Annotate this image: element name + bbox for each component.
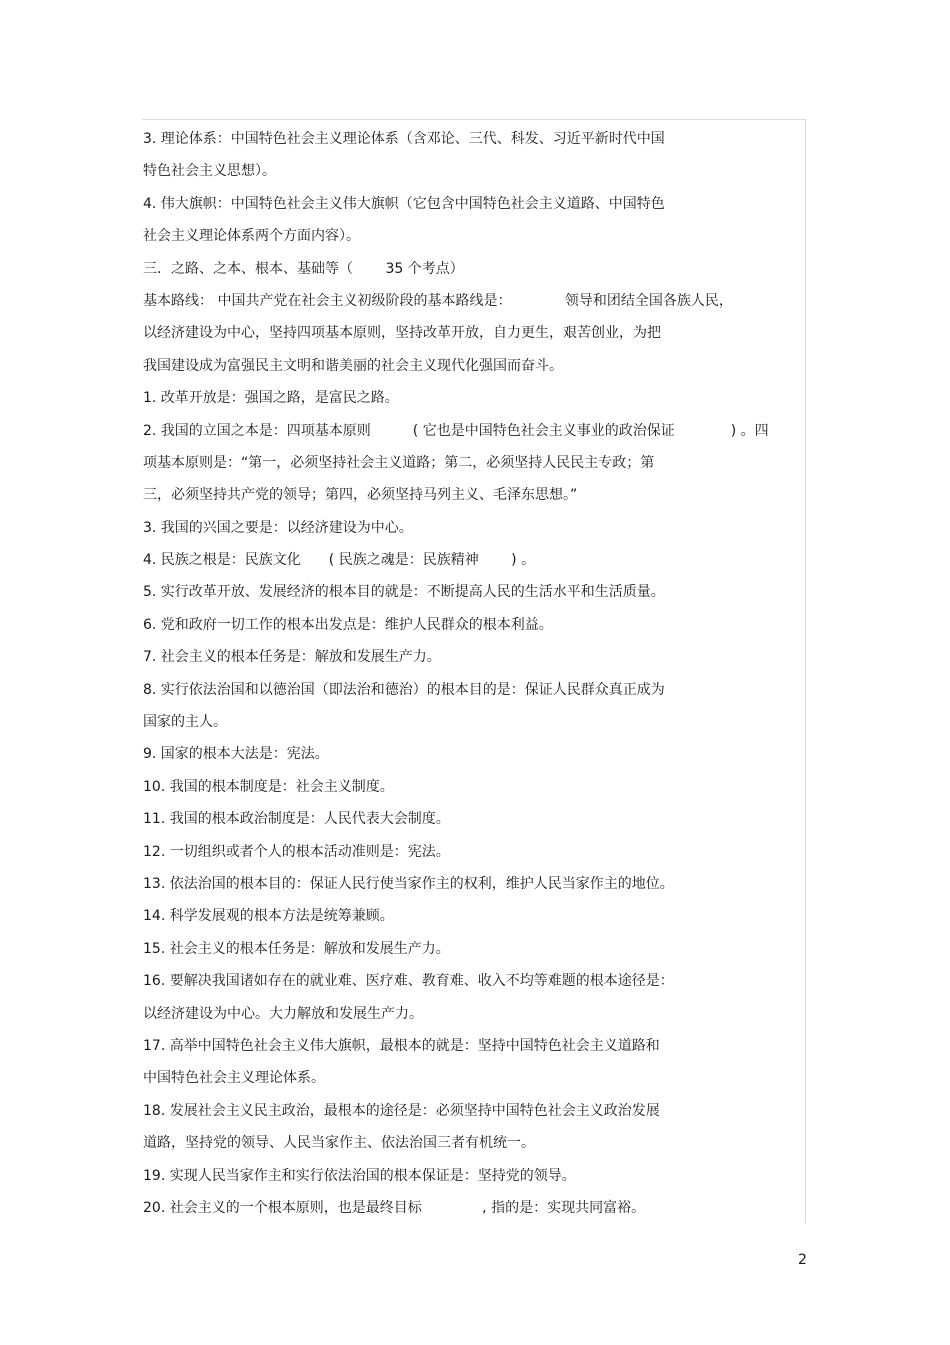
text-line: 18. 发展社会主义民主政治，最根本的途径是：必须坚持中国特色社会主义政治发展 <box>143 1102 660 1119</box>
text-line: 社会主义理论体系两个方面内容）。 <box>143 228 360 245</box>
text-line: 1. 改革开放是：强国之路，是富民之路。 <box>143 390 399 407</box>
text-line: 我国建设成为富强民主文明和谐美丽的社会主义现代化强国而奋斗。 <box>143 357 563 374</box>
text-line: 15. 社会主义的根本任务是：解放和发展生产力。 <box>143 940 450 957</box>
text-line: 国家的主人。 <box>143 714 227 731</box>
text-line: 项基本原则是：“第一，必须坚持社会主义道路；第二，必须坚持人民民主专政；第 <box>143 454 655 471</box>
text-line: 13. 依法治国的根本目的：保证人民行使当家作主的权利，维护人民当家作主的地位。 <box>143 875 674 892</box>
text-line: 以经济建设为中心。大力解放和发展生产力。 <box>143 1005 423 1022</box>
text-line: 6. 党和政府一切工作的根本出发点是：维护人民群众的根本利益。 <box>143 616 553 633</box>
text-line: 20. 社会主义的一个根本原则，也是最终目标 , 指的是：实现共同富裕。 <box>143 1199 646 1216</box>
text-line: 道路，坚持党的领导、人民当家作主、依法治国三者有机统一。 <box>143 1135 535 1152</box>
text-line: 4. 民族之根是：民族文化 ( 民族之魂是：民族精神 ) 。 <box>143 552 536 569</box>
text-line: 11. 我国的根本政治制度是：人民代表大会制度。 <box>143 811 450 828</box>
text-line: 8. 实行依法治国和以德治国（即法治和德治）的根本目的是：保证人民群众真正成为 <box>143 681 665 698</box>
text-line: 3. 理论体系：中国特色社会主义理论体系（含邓论、三代、科发、习近平新时代中国 <box>143 131 665 147</box>
text-line: 3. 我国的兴国之要是：以经济建设为中心。 <box>143 519 413 536</box>
text-line: 基本路线： 中国共产党在社会主义初级阶段的基本路线是： 领导和团结全国各族人民， <box>143 292 733 309</box>
text-line: 以经济建设为中心，坚持四项基本原则，坚持改革开放，自力更生，艰苦创业，为把 <box>143 325 661 342</box>
text-line: 19. 实现人民当家作主和实行依法治国的根本保证是：坚持党的领导。 <box>143 1167 576 1184</box>
text-line: 10. 我国的根本制度是：社会主义制度。 <box>143 778 394 795</box>
text-line: 三，必须坚持共产党的领导；第四，必须坚持马列主义、毛泽东思想。” <box>143 487 578 504</box>
section-heading: 三．之路、之本、根本、基础等（ 35 个考点） <box>143 260 464 277</box>
text-line: 16. 要解决我国诸如存在的就业难、医疗难、教育难、收入不均等难题的根本途径是： <box>143 973 674 990</box>
page-number: 2 <box>798 1252 807 1268</box>
document-body <box>143 123 813 1224</box>
text-line: 5. 实行改革开放、发展经济的根本目的就是：不断提高人民的生活水平和生活质量。 <box>143 584 665 601</box>
text-line: 中国特色社会主义理论体系。 <box>143 1070 325 1087</box>
text-line: 4. 伟大旗帜：中国特色社会主义伟大旗帜（它包含中国特色社会主义道路、中国特色 <box>143 195 665 212</box>
text-line: 2. 我国的立国之本是：四项基本原则 ( 它也是中国特色社会主义事业的政治保证 ) 。四 <box>143 422 769 439</box>
text-line: 12. 一切组织或者个人的根本活动准则是：宪法。 <box>143 843 450 860</box>
text-line: 7. 社会主义的根本任务是：解放和发展生产力。 <box>143 649 441 666</box>
text-line: 9. 国家的根本大法是：宪法。 <box>143 746 329 763</box>
text-line: 特色社会主义思想）。 <box>143 163 276 180</box>
text-line: 14. 科学发展观的根本方法是统筹兼顾。 <box>143 908 394 925</box>
text-line: 17. 高举中国特色社会主义伟大旗帜，最根本的就是：坚持中国特色社会主义道路和 <box>143 1037 660 1054</box>
